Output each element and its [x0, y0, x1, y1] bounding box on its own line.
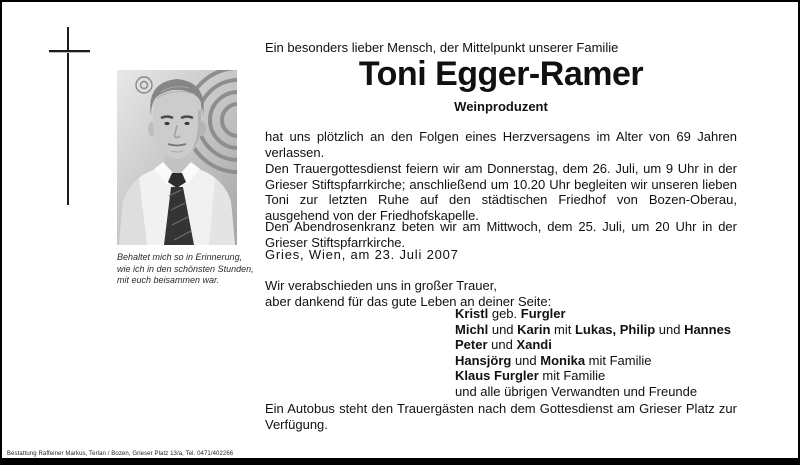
intro-line: Ein besonders lieber Mensch, der Mittelpunkt unserer Familie	[265, 40, 619, 55]
photo-caption-line: wie ich in den schönsten Stunden,	[117, 263, 254, 274]
mourner-name: Karin	[517, 321, 551, 337]
mourner-name: Xandi	[516, 337, 552, 352]
deceased-name: Toni Egger-Ramer	[358, 55, 644, 93]
mourner-name: Hansjörg	[455, 352, 512, 368]
mourner-text: und alle übrigen Verwandten und Freunde	[455, 383, 698, 399]
farewell-text	[265, 278, 737, 309]
mourner-name: Michl	[455, 321, 489, 337]
mourner-line	[455, 337, 800, 353]
mourner-name: Klaus Furgler	[455, 368, 539, 383]
paragraph-death: hat uns plötzlich an den Folgen eines Herzversagens im Alter von 69 Jahren verlassen.	[265, 129, 737, 160]
funeral-home-footer: Bestattung Raffeiner Markus, Terlan / Bozen, Grieser Platz 13/a, Tel. 0471/402266	[7, 451, 234, 457]
mourners-list	[455, 306, 800, 399]
mourner-text: und	[511, 352, 541, 368]
place-dateline: Gries, Wien, am 23. Juli 2007	[265, 247, 459, 262]
latin-cross-icon	[49, 50, 90, 52]
mourner-line	[455, 306, 800, 322]
farewell-line: aber dankend für das gute Leben an deiner Seite:	[265, 293, 552, 309]
mourner-text: mit Familie	[585, 352, 652, 368]
photo-caption-line: mit euch beisammen war.	[117, 275, 220, 285]
mourner-line	[455, 368, 800, 384]
paragraph-bus-notice: Ein Autobus steht den Trauergästen nach dem Gottesdienst am Grieser Platz zur Verfügung.	[265, 401, 737, 432]
portrait-photo	[117, 70, 237, 245]
mourner-name: Lukas, Philip	[574, 321, 656, 337]
latin-cross-icon	[67, 27, 69, 205]
mourner-name: Kristl	[455, 306, 489, 321]
photo-caption	[117, 252, 257, 287]
mourner-name: Hannes	[684, 321, 732, 337]
paragraph-funeral-service: Den Trauergottesdienst feiern wir am Donnerstag, dem 26. Juli, um 9 Uhr in der Grieser Stiftspfarrkirche; anschließend um 10.20 Uhr begleiten wir unseren lieben Toni zur letzten Ruhe auf den städtischen Friedhof von Bozen-Oberau, ausgehend von der Friedhofskapelle.	[265, 161, 737, 223]
photo-caption-line: Behaltet mich so in Erinnerung,	[117, 252, 243, 262]
mourner-line	[455, 322, 800, 338]
mourner-text: und	[488, 321, 518, 337]
mourner-line	[455, 384, 800, 400]
mourner-text: und	[487, 337, 517, 352]
bottom-bar	[0, 458, 800, 465]
mourner-text: mit	[550, 321, 575, 337]
mourner-text: geb.	[488, 306, 521, 321]
mourner-line	[455, 353, 800, 369]
mourner-name: Monika	[540, 352, 586, 368]
portrait-photo-illustration	[117, 70, 237, 245]
farewell-line: Wir verabschieden uns in großer Trauer,	[265, 278, 497, 293]
mourner-text: und	[655, 321, 685, 337]
paragraph-rosary: Den Abendrosenkranz beten wir am Mittwoch, dem 25. Juli, um 20 Uhr in der Grieser Stiftspfarrkirche.	[265, 219, 737, 250]
profession: Weinproduzent	[454, 99, 548, 114]
mourner-name: Peter	[455, 337, 488, 352]
mourner-name: Furgler	[520, 306, 566, 321]
mourner-text: mit Familie	[538, 368, 606, 383]
